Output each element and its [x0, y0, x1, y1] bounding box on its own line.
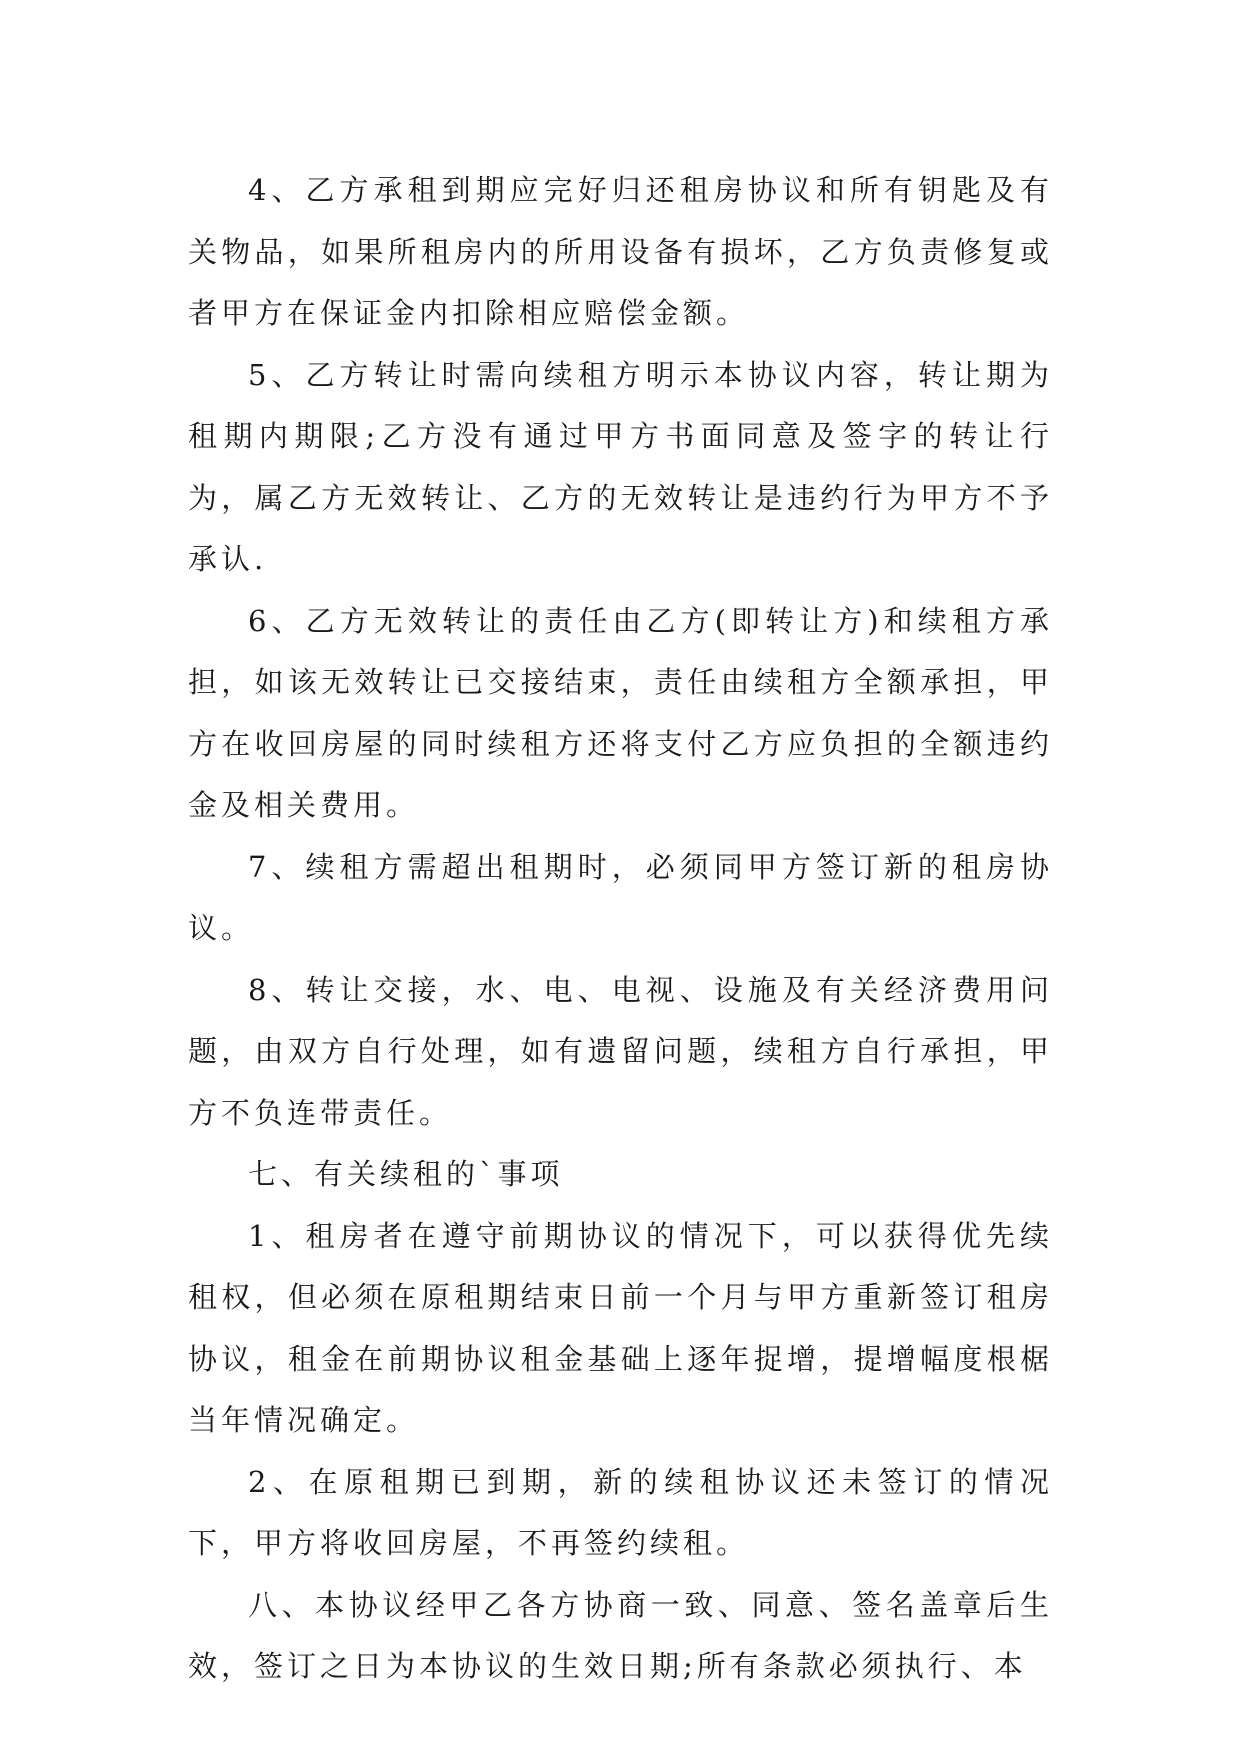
clause-5-paragraph: 5、乙方转让时需向续租方明示本协议内容，转让期为租期内期限;乙方没有通过甲方书面同意及签字的转让行为，属乙方无效转让、乙方的无效转让是违约行为甲方不予承认. — [188, 357, 1053, 576]
section-8-paragraph: 八、本协议经甲乙各方协商一致、同意、签名盖章后生效，签订之日为本协议的生效日期;所有条款必须执行、本 — [188, 1587, 1053, 1683]
renewal-clause-1-paragraph: 1、租房者在遵守前期协议的情况下，可以获得优先续租权，但必须在原租期结束日前一个月与甲方重新签订租房协议，租金在前期协议租金基础上逐年捉增，提增幅度根椐当年情况确定。 — [188, 1218, 1053, 1437]
renewal-clause-2-paragraph: 2、在原租期已到期，新的续租协议还未签订的情况下，甲方将收回房屋，不再签约续租。 — [188, 1464, 1053, 1560]
clause-8-paragraph: 8、转让交接，水、电、电视、设施及有关经济费用问题，由双方自行处理，如有遗留问题，续租方自行承担，甲方不负连带责任。 — [188, 972, 1053, 1130]
clause-6-paragraph: 6、乙方无效转让的责任由乙方(即转让方)和续租方承担，如该无效转让已交接结束，责任由续租方全额承担，甲方在收回房屋的同时续租方还将支付乙方应负担的全额违约金及相关费用。 — [188, 603, 1053, 822]
clause-4-paragraph: 4、乙方承租到期应完好归还租房协议和所有钥匙及有关物品，如果所租房内的所用设备有损坏，乙方负责修复或者甲方在保证金内扣除相应赔偿金额。 — [188, 173, 1053, 330]
clause-7-paragraph: 7、续租方需超出租期时，必须同甲方签订新的租房协议。 — [188, 849, 1053, 945]
section-7-heading: 七、有关续租的`事项 — [248, 1157, 564, 1191]
document-body — [188, 160, 1053, 1698]
